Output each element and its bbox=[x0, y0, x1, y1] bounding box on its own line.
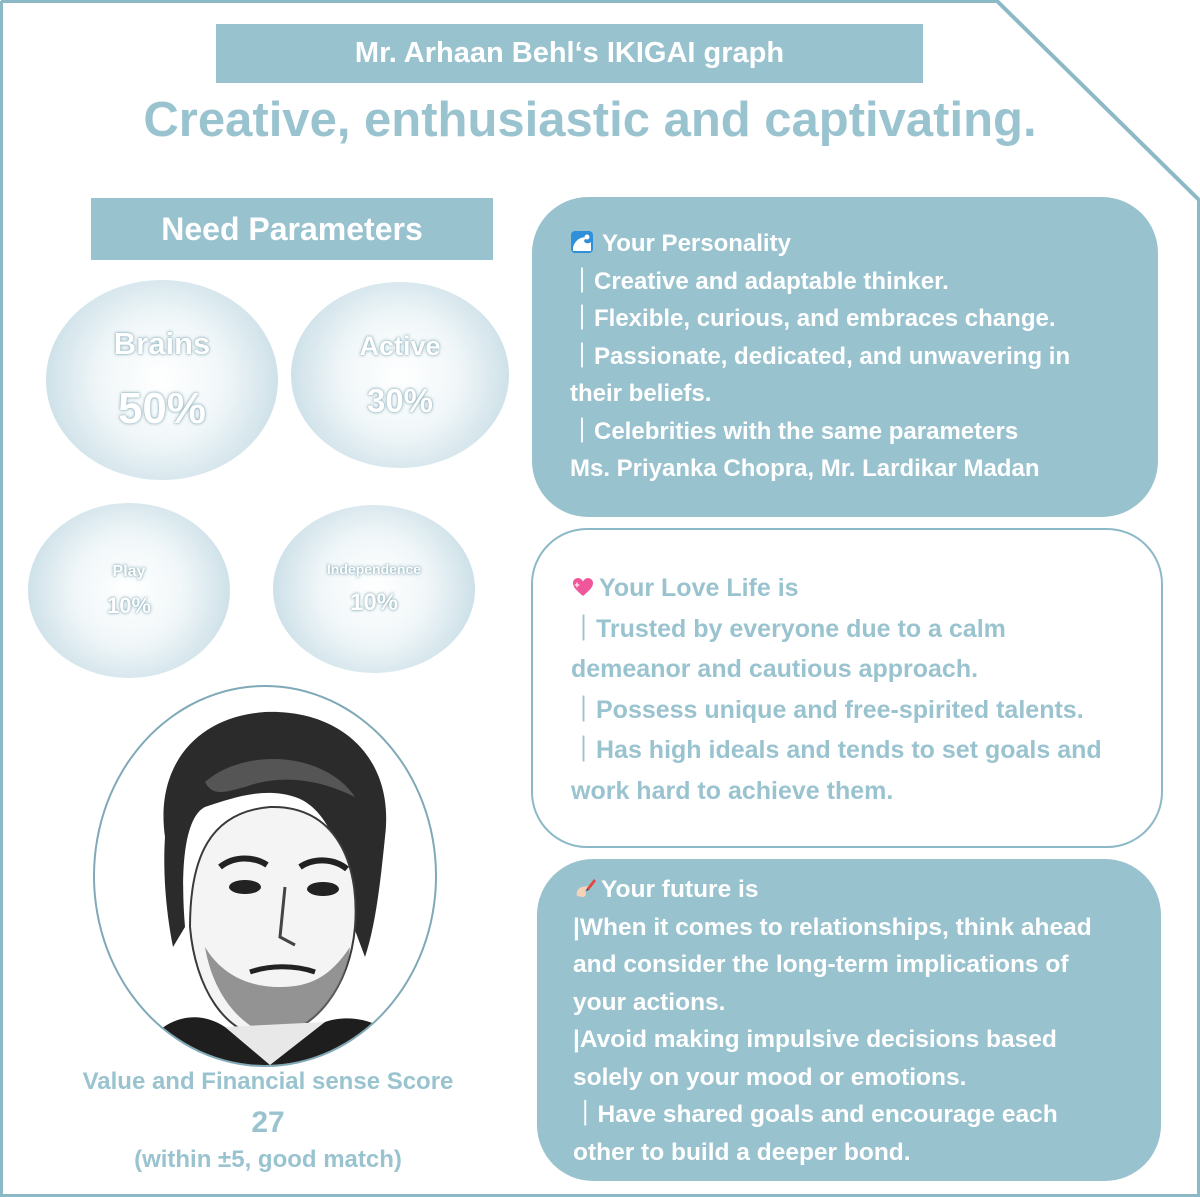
brains-value: 50% bbox=[117, 384, 207, 433]
love-title: Your Love Life is bbox=[599, 574, 799, 602]
brains-label: Brains bbox=[113, 326, 211, 361]
independence-value: 10% bbox=[349, 589, 399, 616]
love-title-line bbox=[571, 568, 1161, 609]
love-life-card bbox=[531, 528, 1163, 848]
future-line: and consider the long-term implications of bbox=[573, 951, 1069, 978]
wave-icon bbox=[570, 230, 594, 254]
active-label: Active bbox=[359, 330, 441, 361]
love-line: ｜Possess unique and free-spirited talents. bbox=[571, 695, 1084, 724]
love-line: demeanor and cautious approach. bbox=[571, 655, 979, 683]
future-line: |Avoid making impulsive decisions based bbox=[573, 1026, 1057, 1053]
love-line: work hard to achieve them. bbox=[571, 776, 894, 805]
score-label: Value and Financial sense Score bbox=[82, 1068, 454, 1095]
independence-label: Independence bbox=[326, 561, 422, 577]
score-value: 27 bbox=[251, 1106, 285, 1139]
brains-bubble bbox=[46, 280, 278, 480]
future-line: solely on your mood or emotions. bbox=[573, 1063, 967, 1091]
play-value: 10% bbox=[106, 592, 152, 618]
future-card bbox=[537, 859, 1161, 1181]
active-value: 30% bbox=[366, 381, 434, 419]
future-title: Your future is bbox=[601, 876, 759, 903]
portrait-image bbox=[93, 685, 437, 1067]
headline: Creative, enthusiastic and captivating. bbox=[143, 93, 1037, 147]
page-title: Mr. Arhaan Behl‘s IKIGAI graph bbox=[216, 24, 923, 83]
sparkling-heart-icon bbox=[571, 575, 595, 599]
writing-hand-icon bbox=[573, 876, 597, 900]
future-title-line bbox=[573, 871, 1161, 909]
personality-title-line bbox=[570, 225, 1158, 263]
personality-line: ｜Celebrities with the same parameters bbox=[570, 417, 1019, 445]
play-label: Play bbox=[112, 562, 146, 580]
future-line: ｜Have shared goals and encourage each bbox=[573, 1101, 1058, 1128]
love-line: ｜Trusted by everyone due to a calm bbox=[571, 614, 1006, 643]
personality-line: their beliefs. bbox=[570, 380, 712, 407]
active-bubble bbox=[291, 282, 509, 468]
personality-line: ｜Flexible, curious, and embraces change. bbox=[570, 305, 1056, 332]
play-bubble bbox=[28, 503, 230, 678]
future-line: your actions. bbox=[573, 988, 726, 1016]
independence-bubble bbox=[273, 505, 475, 673]
score-note: (within ±5, good match) bbox=[134, 1146, 402, 1173]
love-line: ｜Has high ideals and tends to set goals and bbox=[571, 736, 1102, 764]
personality-card bbox=[532, 197, 1158, 517]
personality-line: Ms. Priyanka Chopra, Mr. Lardikar Madan bbox=[570, 455, 1040, 482]
personality-line: ｜Passionate, dedicated, and unwavering in bbox=[570, 342, 1071, 370]
personality-line: ｜Creative and adaptable thinker. bbox=[570, 267, 949, 295]
need-parameters-heading: Need Parameters bbox=[91, 198, 493, 260]
future-line: |When it comes to relationships, think ahead bbox=[573, 913, 1092, 941]
personality-title: Your Personality bbox=[602, 230, 791, 257]
future-line: other to build a deeper bond. bbox=[573, 1138, 911, 1166]
